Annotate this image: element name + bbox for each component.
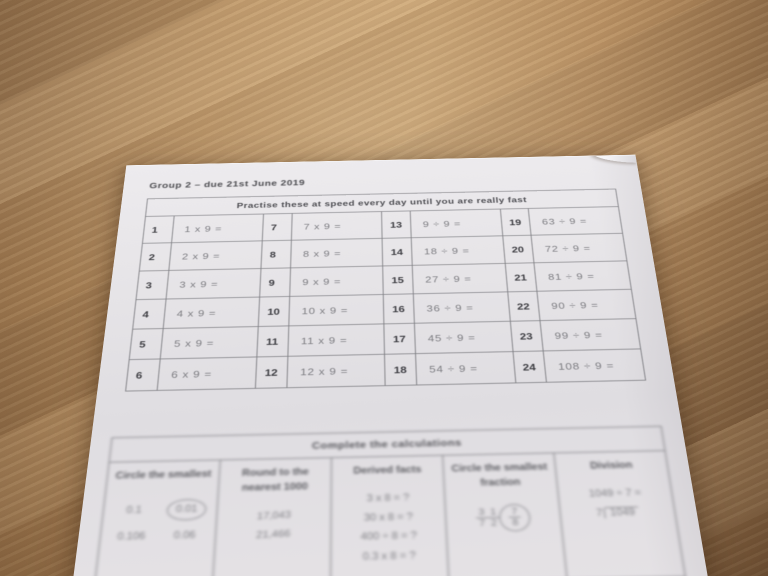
long-division: [566, 503, 670, 523]
value: 17,043: [256, 509, 292, 522]
cell-item-number: 14: [382, 238, 412, 266]
column-header: Round to the nearest 1000: [241, 467, 309, 494]
cell-expression: 10 x 9 =: [289, 294, 385, 325]
cell-expression: 8 x 9 =: [290, 238, 383, 268]
cell-item-number: 2: [139, 243, 171, 271]
paper-corner-curl: [592, 155, 639, 163]
cell-item-number: 9: [260, 268, 291, 297]
cell-expression: 99 ÷ 9 =: [540, 319, 640, 351]
fraction-denominator: 2: [488, 517, 501, 529]
cell-item-number: 7: [262, 213, 292, 240]
value: 400 ÷ 8 = ?: [360, 530, 418, 543]
calc-column-round-to-the-nearest-1000: [212, 458, 331, 576]
fraction-denominator: 8: [509, 517, 522, 529]
cell-expression: 36 ÷ 9 =: [413, 292, 510, 323]
cell-item-number: 22: [508, 291, 541, 321]
cell-expression: 3 x 9 =: [166, 269, 261, 300]
value: 0.1: [125, 505, 143, 516]
cell-expression: 18 ÷ 9 =: [411, 236, 505, 266]
column-values: [564, 484, 670, 522]
calculations-table: [87, 426, 694, 576]
cell-item-number: 10: [258, 296, 289, 326]
cell-item-number: 1: [142, 216, 173, 243]
column-values: [451, 501, 556, 534]
column-header: Circle the smallest fraction: [451, 462, 548, 489]
cell-item-number: 8: [261, 240, 291, 268]
calc-content-row: [94, 451, 685, 576]
value: 0.01: [166, 499, 206, 521]
cell-expression: 9 x 9 =: [290, 266, 384, 296]
cell-item-number: 23: [510, 321, 543, 352]
worksheet-paper: [70, 155, 710, 576]
cell-expression: 1 x 9 =: [171, 214, 263, 243]
speed-table-title: Practise these at speed every day until you are really fast: [145, 189, 618, 216]
cell-expression: 108 ÷ 9 =: [543, 349, 645, 382]
column-values: [106, 499, 212, 546]
fraction-numerator: 7: [510, 506, 518, 517]
cell-expression: 6 x 9 =: [157, 357, 257, 391]
cell-item-number: 3: [136, 270, 169, 299]
cell-expression: 12 x 9 =: [287, 354, 386, 387]
cell-item-number: 18: [385, 354, 417, 386]
column-header: Division: [589, 460, 634, 472]
calc-column-circle-the-smallest: [94, 460, 220, 576]
calc-column-derived-facts: [331, 455, 449, 576]
cell-item-number: 20: [503, 235, 535, 263]
cell-item-number: 15: [383, 265, 413, 294]
calc-column-division: [554, 451, 685, 576]
cell-expression: 4 x 9 =: [163, 297, 260, 328]
cell-item-number: 16: [384, 294, 415, 324]
column-values: [337, 489, 441, 567]
cell-item-number: 6: [126, 359, 160, 391]
cell-expression: 9 ÷ 9 =: [410, 209, 502, 238]
cell-expression: 2 x 9 =: [168, 241, 262, 271]
cell-item-number: 13: [382, 211, 411, 238]
value: 0.106: [116, 530, 146, 542]
cell-expression: 11 x 9 =: [288, 324, 385, 356]
cell-expression: 63 ÷ 9 =: [529, 207, 623, 236]
cell-item-number: 12: [256, 356, 288, 388]
cell-item-number: 17: [384, 323, 415, 354]
fraction-numerator: 1: [489, 506, 497, 517]
cell-expression: 90 ÷ 9 =: [537, 289, 636, 320]
value: 21,466: [255, 528, 291, 541]
value: 0.06: [173, 529, 196, 541]
long-division-divisor: 7: [595, 507, 604, 519]
fraction-value: [487, 507, 500, 530]
fraction-numerator: 3: [478, 506, 485, 518]
value: 30 x 8 = ?: [363, 511, 413, 523]
cell-expression: 54 ÷ 9 =: [416, 352, 516, 385]
cell-expression: 5 x 9 =: [160, 327, 259, 359]
value: 0.3 x 8 = ?: [362, 550, 416, 563]
calc-table-title: Complete the calculations: [109, 426, 665, 462]
cell-item-number: 5: [129, 329, 163, 360]
long-division-dividend: 1049: [604, 506, 640, 518]
cell-expression: 81 ÷ 9 =: [534, 261, 631, 291]
cell-expression: 72 ÷ 9 =: [531, 233, 627, 262]
worksheet-heading: Group 2 – due 21st June 2019: [148, 178, 306, 191]
cell-expression: 45 ÷ 9 =: [414, 321, 512, 353]
cell-item-number: 19: [500, 208, 531, 235]
fraction-value: [498, 503, 531, 531]
cell-item-number: 24: [513, 351, 547, 383]
cell-item-number: 11: [257, 326, 289, 357]
value: 3 x 8 = ?: [366, 492, 410, 504]
cell-item-number: 4: [133, 299, 166, 329]
column-header: Derived facts: [353, 464, 422, 477]
cell-expression: 7 x 9 =: [291, 212, 382, 241]
column-header: Circle the smallest: [115, 469, 212, 482]
fraction-denominator: 7: [476, 518, 488, 530]
cell-item-number: 21: [505, 263, 537, 292]
cell-expression: 27 ÷ 9 =: [412, 263, 507, 293]
calc-column-circle-the-smallest-fraction: [443, 453, 567, 576]
speed-practice-table: [125, 189, 646, 392]
value: 1049 ÷ 7 =: [588, 487, 642, 500]
column-values: [221, 506, 325, 545]
